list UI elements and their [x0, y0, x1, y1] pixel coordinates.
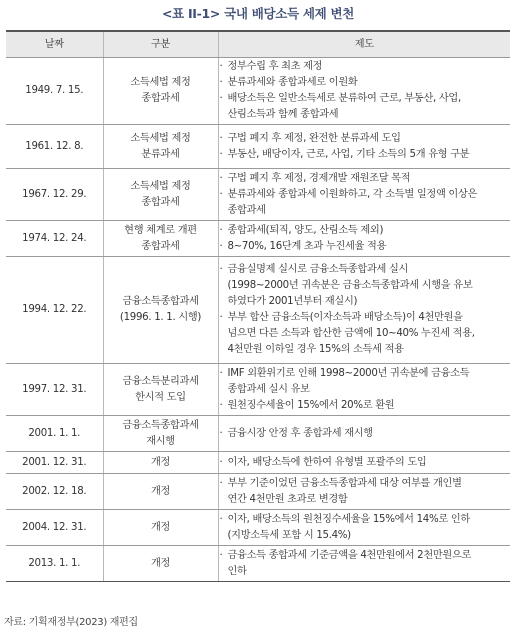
row-category — [103, 416, 218, 452]
row-date: 1974. 12. 24. — [6, 221, 103, 257]
content-item — [219, 262, 511, 310]
content-continuation-line: 종합과세 — [227, 204, 266, 216]
content-bullet-line: · 이자, 배당소득에 한하여 유형별 포괄주의 도입 — [219, 455, 511, 471]
content-continuation-line: 넘으면 다른 소득과 합산한 금액에 10~40% 누진세 적용, — [227, 328, 475, 339]
content-item — [219, 548, 511, 580]
content-continuation-line: 산림소득과 함께 종합과세 — [227, 109, 339, 120]
content-bullet-line: · 구법 폐지 후 제정, 경제개발 재원조달 목적 — [219, 171, 511, 187]
content-item — [219, 75, 511, 91]
content-item — [219, 455, 511, 471]
source-note: 자료: 기획재정부(2023) 재편집 — [4, 617, 138, 628]
content-bullet-line: · 8~70%, 16단계 초과 누진세율 적용 — [219, 239, 511, 255]
row-content — [218, 546, 510, 582]
row-category — [103, 169, 218, 221]
row-content — [218, 125, 510, 169]
content-item — [219, 366, 511, 398]
content-bullet-line: · 종합과세(퇴직, 양도, 산림소득 제외) — [219, 223, 511, 239]
content-item — [219, 398, 511, 414]
row-content — [218, 221, 510, 257]
row-category — [103, 452, 218, 474]
content-item — [219, 187, 511, 219]
category-line: 종합과세 — [141, 93, 180, 104]
category-line: 금융소득종합과세 — [122, 296, 199, 307]
content-bullet-line: · 분류과세와 종합과세로 이원화 — [219, 75, 511, 91]
row-category — [103, 221, 218, 257]
content-item — [219, 310, 511, 358]
content-bullet-line: · 부동산, 배당이자, 근로, 사업, 기타 소득의 5개 유형 구분 — [219, 147, 511, 163]
content-continuation-line: 종합과세 실시 유보 — [227, 383, 310, 395]
content-bullet-line: · 배당소득은 일반소득세로 분류하여 근로, 부동산, 사업, — [219, 91, 511, 107]
row-content — [218, 416, 510, 452]
content-bullet-line: · 금융시장 안정 후 종합과세 재시행 — [219, 426, 511, 442]
content-item — [219, 91, 511, 123]
row-content — [218, 58, 510, 125]
category-line: 개정 — [150, 456, 171, 468]
content-continuation-line: 하였다가 2001년부터 재실시) — [227, 296, 358, 307]
row-date: 1994. 12. 22. — [6, 257, 103, 364]
row-content — [218, 169, 510, 221]
category-line: 현행 체계로 개편 — [124, 224, 197, 236]
content-bullet-line: · 구법 폐지 후 제정, 완전한 분류과세 도입 — [219, 131, 511, 147]
content-bullet-line: · 원천징수세율이 15%에서 20%로 환원 — [219, 398, 511, 414]
row-date: 1997. 12. 31. — [6, 364, 103, 416]
row-content — [218, 452, 510, 474]
table-row — [6, 169, 510, 221]
category-line: 소득세법 제정 — [130, 132, 191, 144]
row-date: 2013. 1. 1. — [6, 546, 103, 582]
category-line: 금융소득종합과세 — [122, 419, 199, 431]
category-line: 종합과세 — [141, 196, 180, 208]
category-line: 분류과세 — [141, 148, 180, 160]
content-bullet-line: · 부부 합산 금융소득(이자소득과 배당소득)이 4천만원을 — [219, 310, 511, 326]
content-continuation-line: (지방소득세 포함 시 15.4%) — [227, 529, 351, 541]
content-item — [219, 476, 511, 508]
row-content — [218, 510, 510, 546]
content-bullet-line: · 금융실명제 실시로 금융소득종합과세 실시 — [219, 262, 511, 278]
content-item — [219, 171, 511, 187]
table-title: <표 II-1> 국내 배당소득 세제 변천 — [161, 6, 355, 21]
row-date: 1949. 7. 15. — [6, 58, 103, 125]
header-category: 구분 — [103, 31, 218, 58]
content-item — [219, 239, 511, 255]
category-line: 개정 — [150, 557, 171, 569]
table-row — [6, 510, 510, 546]
row-date: 2002. 12. 18. — [6, 474, 103, 510]
content-item — [219, 426, 511, 442]
row-category — [103, 58, 218, 125]
row-date: 1961. 12. 8. — [6, 125, 103, 169]
content-continuation-line: 4천만원 이하일 경우 15%의 소득세 적용 — [227, 344, 404, 355]
header-date: 날짜 — [6, 31, 103, 58]
table-row — [6, 58, 510, 125]
row-category — [103, 510, 218, 546]
table-row — [6, 416, 510, 452]
content-item — [219, 223, 511, 239]
table-row — [6, 546, 510, 582]
content-bullet-line: · IMF 외환위기로 인해 1998~2000년 귀속분에 금융소득 — [219, 366, 511, 382]
category-line: 개정 — [150, 485, 171, 497]
content-item — [219, 147, 511, 163]
row-category — [103, 257, 218, 364]
row-content — [218, 364, 510, 416]
category-line: 금융소득분리과세 — [122, 375, 199, 387]
header-system: 제도 — [218, 31, 510, 58]
row-content — [218, 474, 510, 510]
row-category — [103, 364, 218, 416]
table-row — [6, 125, 510, 169]
table-row — [6, 221, 510, 257]
content-continuation-line: 연간 4천만원 초과로 변경함 — [227, 493, 348, 505]
category-line: 개정 — [150, 521, 171, 533]
header-row — [6, 31, 510, 58]
category-line: 소득세법 제정 — [130, 77, 191, 88]
row-date: 2001. 1. 1. — [6, 416, 103, 452]
content-item — [219, 59, 511, 75]
content-bullet-line: · 금융소득 종합과세 기준금액을 4천만원에서 2천만원으로 — [219, 548, 511, 564]
content-continuation-line: (1998~2000년 귀속분은 금융소득종합과세 시행을 유보 — [227, 280, 473, 291]
table-row — [6, 364, 510, 416]
tax-history-table — [6, 30, 510, 582]
category-line: 소득세법 제정 — [130, 180, 191, 192]
category-line: 종합과세 — [141, 240, 180, 252]
content-item — [219, 131, 511, 147]
row-date: 2004. 12. 31. — [6, 510, 103, 546]
content-continuation-line: 인하 — [227, 565, 247, 577]
content-bullet-line: · 정부수립 후 최초 제정 — [219, 59, 511, 75]
table-row — [6, 452, 510, 474]
category-line: 재시행 — [146, 435, 175, 447]
row-date: 1967. 12. 29. — [6, 169, 103, 221]
row-category — [103, 546, 218, 582]
content-bullet-line: · 이자, 배당소득의 원천징수세율을 15%에서 14%로 인하 — [219, 512, 511, 528]
category-line: 한시적 도입 — [135, 391, 186, 403]
category-line: (1996. 1. 1. 시행) — [119, 312, 202, 323]
row-date: 2001. 12. 31. — [6, 452, 103, 474]
content-bullet-line: · 부부 기준이었던 금융소득종합과세 대상 여부를 개인별 — [219, 476, 511, 492]
table-row — [6, 257, 510, 364]
row-category — [103, 125, 218, 169]
table-row — [6, 474, 510, 510]
content-item — [219, 512, 511, 544]
row-content — [218, 257, 510, 364]
row-category — [103, 474, 218, 510]
content-bullet-line: · 분류과세와 종합과세 이원화하고, 각 소득별 일정액 이상은 — [219, 187, 511, 203]
